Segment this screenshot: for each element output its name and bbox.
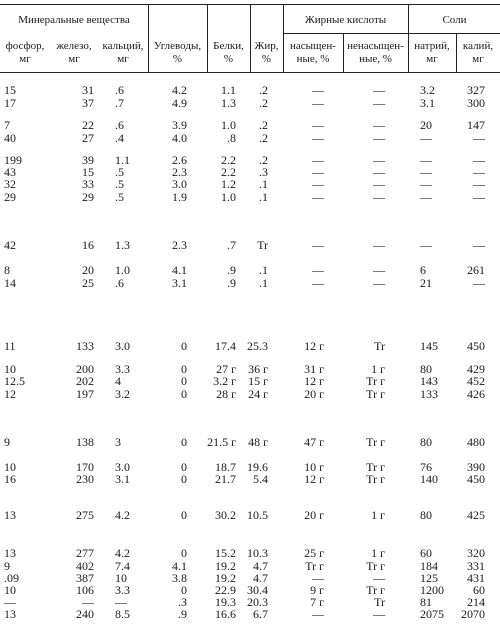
table-cell-phosphorus: 17 — [4, 96, 16, 110]
table-cell-iron: 170 — [76, 460, 94, 474]
table-cell-sodium: 60 — [420, 546, 432, 560]
table-cell-protein: 18.7 — [215, 460, 236, 474]
table-cell-unsaturated: Tr г — [366, 387, 385, 401]
table-cell-potassium: — — [473, 238, 485, 252]
table-cell-sodium: 3.2 — [420, 83, 435, 97]
table-cell-fat: 20.3 — [247, 595, 268, 609]
table-cell-protein: 28 г — [216, 387, 236, 401]
table-cell-iron: 138 — [76, 435, 94, 449]
table-cell-iron: 240 — [76, 607, 94, 621]
table-cell-protein: .7 — [227, 238, 236, 252]
table-cell-fat: .2 — [259, 131, 268, 145]
table-cell-phosphorus: 10 — [4, 460, 16, 474]
table-cell-phosphorus: 13 — [4, 508, 16, 522]
table-cell-unsaturated: — — [373, 238, 385, 252]
table-cell-carbs: 3.0 — [172, 177, 187, 191]
table-cell-fat: 24 г — [248, 387, 268, 401]
table-cell-carbs: 4.0 — [172, 131, 187, 145]
table-cell-protein: 1.3 — [221, 96, 236, 110]
column-header-potassium: калий, — [462, 40, 494, 52]
table-cell-potassium: 390 — [467, 460, 485, 474]
table-cell-phosphorus: 8 — [4, 263, 10, 277]
table-cell-saturated: 12 г — [304, 374, 324, 388]
table-cell-phosphorus: 32 — [4, 177, 16, 191]
table-cell-phosphorus: 40 — [4, 131, 16, 145]
table-cell-sodium: 81 — [420, 595, 432, 609]
table-cell-carbs: 3.1 — [172, 276, 187, 290]
table-cell-saturated: — — [312, 263, 324, 277]
table-cell-protein: 1.0 — [221, 118, 236, 132]
table-cell-saturated: — — [312, 96, 324, 110]
table-cell-fat: .1 — [259, 177, 268, 191]
table-cell-fat: Tr — [257, 238, 268, 252]
table-cell-unsaturated: — — [373, 190, 385, 204]
table-cell-potassium: — — [473, 190, 485, 204]
table-cell-saturated: 9 г — [310, 583, 324, 597]
table-cell-protein: 27 г — [216, 362, 236, 376]
table-cell-unsaturated: — — [373, 607, 385, 621]
table-cell-fat: .1 — [259, 276, 268, 290]
table-cell-sodium: 76 — [420, 460, 432, 474]
table-cell-potassium: 300 — [467, 96, 485, 110]
table-cell-iron: 200 — [76, 362, 94, 376]
table-cell-phosphorus: .09 — [4, 571, 19, 585]
table-cell-potassium: 429 — [467, 362, 485, 376]
table-cell-unsaturated: Tr г — [366, 374, 385, 388]
group-header-underline-salts — [409, 33, 500, 34]
table-cell-carbs: 2.6 — [172, 153, 187, 167]
column-header-iron: железо, — [56, 40, 92, 52]
table-cell-sodium: 80 — [420, 508, 432, 522]
table-cell-carbs: 0 — [181, 460, 187, 474]
table-cell-calcium: .6 — [115, 276, 124, 290]
table-cell-potassium: 320 — [467, 546, 485, 560]
table-cell-iron: 277 — [76, 546, 94, 560]
table-cell-saturated: — — [312, 571, 324, 585]
table-cell-sodium: 3.1 — [420, 96, 435, 110]
table-cell-carbs: 0 — [181, 387, 187, 401]
column-header-fat: Жир, — [254, 40, 279, 52]
table-cell-iron: 202 — [76, 374, 94, 388]
table-cell-iron: 33 — [82, 177, 94, 191]
table-cell-sodium: 145 — [420, 339, 438, 353]
table-cell-potassium: — — [473, 131, 485, 145]
group-header-fatty-acids: Жирные кислоты — [304, 14, 387, 26]
column-header-fat: % — [261, 53, 272, 65]
table-cell-fat: 15 г — [248, 374, 268, 388]
header-bottom-rule — [0, 72, 500, 73]
table-cell-calcium: 10 — [115, 571, 127, 585]
table-cell-potassium: — — [473, 276, 485, 290]
table-cell-protein: 22.9 — [215, 583, 236, 597]
table-cell-sodium: 125 — [420, 571, 438, 585]
table-cell-phosphorus: 12.5 — [4, 374, 25, 388]
table-cell-fat: 5.4 — [253, 472, 268, 486]
column-header-saturated: ные, % — [296, 53, 330, 65]
table-cell-protein: 19.3 — [215, 595, 236, 609]
table-cell-sodium: 2075 — [420, 607, 444, 621]
table-cell-protein: 3.2 г — [213, 374, 236, 388]
table-cell-fat: .2 — [259, 83, 268, 97]
column-header-saturated: насыщен- — [290, 40, 336, 52]
table-cell-potassium: 431 — [467, 571, 485, 585]
table-cell-protein: 19.2 — [215, 571, 236, 585]
table-cell-iron: 133 — [76, 339, 94, 353]
table-cell-saturated: — — [312, 177, 324, 191]
column-header-unsaturated: ные, % — [359, 53, 392, 65]
table-cell-potassium: 331 — [467, 559, 485, 573]
table-cell-unsaturated: — — [373, 165, 385, 179]
table-cell-fat: .1 — [259, 263, 268, 277]
table-cell-potassium: 450 — [467, 339, 485, 353]
table-cell-carbs: 0 — [181, 583, 187, 597]
table-cell-carbs: 4.9 — [172, 96, 187, 110]
table-cell-phosphorus: 12 — [4, 387, 16, 401]
column-header-calcium: мг — [117, 53, 129, 65]
table-cell-saturated: — — [312, 131, 324, 145]
column-header-carbs: % — [172, 53, 183, 65]
table-cell-protein: 30.2 — [215, 508, 236, 522]
table-cell-saturated: — — [312, 118, 324, 132]
table-cell-calcium: .6 — [115, 83, 124, 97]
table-cell-saturated: 12 г — [304, 472, 324, 486]
table-cell-potassium: 2070 — [461, 607, 485, 621]
column-header-calcium: кальций, — [102, 40, 144, 52]
table-cell-unsaturated: Tr — [374, 339, 385, 353]
table-cell-saturated: 7 г — [310, 595, 324, 609]
table-cell-fat: 19.6 — [247, 460, 268, 474]
table-cell-carbs: 0 — [181, 374, 187, 388]
table-cell-unsaturated: — — [373, 96, 385, 110]
table-cell-unsaturated: 1 г — [371, 362, 385, 376]
table-cell-iron: 402 — [76, 559, 94, 573]
table-cell-saturated: 47 г — [304, 435, 324, 449]
table-cell-phosphorus: 43 — [4, 165, 16, 179]
table-cell-iron: 230 — [76, 472, 94, 486]
table-cell-fat: 10.5 — [247, 508, 268, 522]
column-header-potassium: мг — [472, 53, 484, 65]
table-cell-protein: 17.4 — [215, 339, 236, 353]
table-cell-calcium: 3.1 — [115, 472, 130, 486]
table-cell-iron: 197 — [76, 387, 94, 401]
table-cell-iron: 22 — [82, 118, 94, 132]
table-cell-phosphorus: 14 — [4, 276, 16, 290]
table-cell-unsaturated: — — [373, 83, 385, 97]
table-cell-calcium: 4.2 — [115, 508, 130, 522]
table-cell-potassium: — — [473, 165, 485, 179]
table-cell-iron: 15 — [82, 165, 94, 179]
table-cell-fat: 4.7 — [253, 559, 268, 573]
table-cell-unsaturated: — — [373, 263, 385, 277]
table-cell-calcium: 3.0 — [115, 460, 130, 474]
group-header-underline-fatty-acids — [283, 33, 408, 34]
table-cell-saturated: — — [312, 607, 324, 621]
table-cell-fat: .3 — [259, 165, 268, 179]
table-cell-calcium: .5 — [115, 177, 124, 191]
table-cell-iron: 387 — [76, 571, 94, 585]
table-cell-calcium: .5 — [115, 165, 124, 179]
table-cell-protein: 16.6 — [215, 607, 236, 621]
column-header-iron: мг — [68, 53, 80, 65]
table-cell-saturated: 12 г — [304, 339, 324, 353]
table-cell-protein: 2.2 — [221, 153, 236, 167]
table-cell-unsaturated: Tr г — [366, 559, 385, 573]
table-cell-protein: 21.7 — [215, 472, 236, 486]
column-header-sodium: натрий, — [414, 40, 450, 52]
table-cell-calcium: 3.3 — [115, 583, 130, 597]
table-cell-unsaturated: Tr г — [366, 435, 385, 449]
table-cell-unsaturated: Tr г — [366, 460, 385, 474]
table-cell-unsaturated: Tr г — [366, 472, 385, 486]
table-cell-saturated: 31 г — [304, 362, 324, 376]
table-cell-carbs: 0 — [181, 362, 187, 376]
table-cell-carbs: 3.8 — [172, 571, 187, 585]
column-header-phosphorus: фосфор, — [5, 40, 45, 52]
table-cell-protein: 1.1 — [221, 83, 236, 97]
table-cell-carbs: 0 — [181, 546, 187, 560]
table-cell-saturated: 10 г — [304, 460, 324, 474]
table-cell-fat: 36 г — [248, 362, 268, 376]
table-cell-phosphorus: 15 — [4, 83, 16, 97]
table-cell-protein: 1.2 — [221, 177, 236, 191]
table-cell-calcium: 7.4 — [115, 559, 130, 573]
table-cell-calcium: 3.0 — [115, 339, 130, 353]
table-cell-phosphorus: 9 — [4, 435, 10, 449]
table-cell-unsaturated: 1 г — [371, 508, 385, 522]
table-cell-sodium: — — [420, 165, 432, 179]
table-cell-sodium: 80 — [420, 435, 432, 449]
table-cell-sodium: 20 — [420, 118, 432, 132]
table-cell-potassium: 214 — [467, 595, 485, 609]
table-cell-protein: .9 — [227, 263, 236, 277]
table-cell-sodium: — — [420, 153, 432, 167]
table-cell-phosphorus: 42 — [4, 238, 16, 252]
table-cell-sodium: — — [420, 238, 432, 252]
table-cell-saturated: 20 г — [304, 508, 324, 522]
table-cell-potassium: 425 — [467, 508, 485, 522]
table-cell-carbs: .9 — [178, 607, 187, 621]
table-cell-phosphorus: 199 — [4, 153, 22, 167]
table-cell-carbs: 4.1 — [172, 263, 187, 277]
table-cell-calcium: 3 — [115, 435, 121, 449]
table-cell-fat: 25.3 — [247, 339, 268, 353]
table-cell-sodium: 1200 — [420, 583, 444, 597]
table-cell-calcium: 3.2 — [115, 387, 130, 401]
table-cell-unsaturated: — — [373, 153, 385, 167]
table-cell-calcium: .4 — [115, 131, 124, 145]
table-cell-protein: 21.5 г — [207, 435, 236, 449]
table-cell-potassium: 450 — [467, 472, 485, 486]
table-cell-phosphorus: 10 — [4, 583, 16, 597]
table-cell-sodium: — — [420, 190, 432, 204]
table-cell-iron: 20 — [82, 263, 94, 277]
table-cell-phosphorus: 13 — [4, 546, 16, 560]
table-cell-potassium: 147 — [467, 118, 485, 132]
table-cell-calcium: 1.1 — [115, 153, 130, 167]
table-cell-carbs: 4.2 — [172, 83, 187, 97]
table-cell-fat: 4.7 — [253, 571, 268, 585]
table-cell-saturated: — — [312, 165, 324, 179]
table-cell-fat: .1 — [259, 190, 268, 204]
table-cell-iron: 27 — [82, 131, 94, 145]
table-cell-phosphorus: 9 — [4, 559, 10, 573]
table-cell-fat: .2 — [259, 153, 268, 167]
table-cell-potassium: 452 — [467, 374, 485, 388]
table-cell-phosphorus: 16 — [4, 472, 16, 486]
column-header-carbs: Углеводы, — [153, 40, 202, 52]
table-cell-saturated: — — [312, 190, 324, 204]
table-cell-carbs: 3.9 — [172, 118, 187, 132]
table-cell-potassium: — — [473, 153, 485, 167]
table-cell-unsaturated: — — [373, 571, 385, 585]
table-cell-fat: 10.3 — [247, 546, 268, 560]
table-cell-potassium: 480 — [467, 435, 485, 449]
table-cell-sodium: 140 — [420, 472, 438, 486]
table-cell-carbs: 4.1 — [172, 559, 187, 573]
table-cell-iron: 37 — [82, 96, 94, 110]
table-cell-phosphorus: 29 — [4, 190, 16, 204]
table-cell-potassium: 327 — [467, 83, 485, 97]
table-cell-potassium: — — [473, 177, 485, 191]
table-cell-phosphorus: 13 — [4, 607, 16, 621]
table-cell-iron: — — [82, 595, 94, 609]
table-cell-phosphorus: 11 — [4, 339, 16, 353]
table-cell-iron: 31 — [82, 83, 94, 97]
table-cell-iron: 25 — [82, 276, 94, 290]
table-cell-protein: 19.2 — [215, 559, 236, 573]
table-cell-unsaturated: — — [373, 131, 385, 145]
table-cell-fat: 6.7 — [253, 607, 268, 621]
table-cell-fat: 30.4 — [247, 583, 268, 597]
table-cell-sodium: 21 — [420, 276, 432, 290]
table-cell-saturated: Tr г — [305, 559, 324, 573]
table-cell-carbs: 2.3 — [172, 238, 187, 252]
table-cell-calcium: 1.3 — [115, 238, 130, 252]
table-cell-carbs: .3 — [178, 595, 187, 609]
table-cell-iron: 16 — [82, 238, 94, 252]
group-header-minerals: Минеральные вещества — [18, 14, 130, 26]
table-cell-calcium: .6 — [115, 118, 124, 132]
table-cell-calcium: 4.2 — [115, 546, 130, 560]
table-cell-saturated: — — [312, 276, 324, 290]
table-cell-calcium: 4 — [115, 374, 121, 388]
column-header-sodium: мг — [426, 53, 438, 65]
table-cell-carbs: 0 — [181, 508, 187, 522]
table-cell-unsaturated: — — [373, 177, 385, 191]
table-cell-calcium: 1.0 — [115, 263, 130, 277]
table-cell-phosphorus: 10 — [4, 362, 16, 376]
table-cell-protein: 1.0 — [221, 190, 236, 204]
table-cell-saturated: 20 г — [304, 387, 324, 401]
table-cell-fat: .2 — [259, 96, 268, 110]
table-cell-potassium: 426 — [467, 387, 485, 401]
table-cell-potassium: 60 — [473, 583, 485, 597]
table-cell-protein: .8 — [227, 131, 236, 145]
table-cell-saturated: — — [312, 153, 324, 167]
table-cell-saturated: — — [312, 83, 324, 97]
table-cell-calcium: .7 — [115, 96, 124, 110]
column-header-protein: % — [223, 53, 234, 65]
table-cell-protein: 2.2 — [221, 165, 236, 179]
table-cell-unsaturated: — — [373, 118, 385, 132]
column-header-unsaturated: ненасыщен- — [347, 40, 404, 52]
table-cell-unsaturated: Tr — [374, 595, 385, 609]
table-cell-protein: .9 — [227, 276, 236, 290]
table-cell-phosphorus: 7 — [4, 118, 10, 132]
table-cell-unsaturated: 1 г — [371, 546, 385, 560]
table-cell-sodium: 184 — [420, 559, 438, 573]
table-cell-unsaturated: — — [373, 276, 385, 290]
table-cell-calcium: .5 — [115, 190, 124, 204]
table-cell-calcium: — — [115, 595, 127, 609]
table-cell-sodium: 143 — [420, 374, 438, 388]
table-cell-potassium: 261 — [467, 263, 485, 277]
table-cell-iron: 106 — [76, 583, 94, 597]
table-cell-iron: 29 — [82, 190, 94, 204]
table-cell-iron: 39 — [82, 153, 94, 167]
table-cell-phosphorus: — — [4, 595, 16, 609]
table-cell-calcium: 8.5 — [115, 607, 130, 621]
table-cell-carbs: 2.3 — [172, 165, 187, 179]
group-header-salts: Соли — [442, 14, 467, 26]
column-header-phosphorus: мг — [19, 53, 31, 65]
table-cell-fat: .2 — [259, 118, 268, 132]
table-cell-carbs: 1.9 — [172, 190, 187, 204]
table-cell-saturated: — — [312, 238, 324, 252]
table-cell-calcium: 3.3 — [115, 362, 130, 376]
table-cell-fat: 48 г — [248, 435, 268, 449]
table-cell-sodium: — — [420, 177, 432, 191]
table-cell-sodium: — — [420, 131, 432, 145]
table-cell-carbs: 0 — [181, 472, 187, 486]
table-cell-iron: 275 — [76, 508, 94, 522]
table-cell-protein: 15.2 — [215, 546, 236, 560]
table-cell-sodium: 133 — [420, 387, 438, 401]
table-cell-saturated: 25 г — [304, 546, 324, 560]
table-cell-unsaturated: Tr г — [366, 583, 385, 597]
column-header-protein: Белки, — [213, 40, 244, 52]
table-cell-carbs: 0 — [181, 435, 187, 449]
table-cell-carbs: 0 — [181, 339, 187, 353]
table-cell-sodium: 6 — [420, 263, 426, 277]
table-cell-sodium: 80 — [420, 362, 432, 376]
